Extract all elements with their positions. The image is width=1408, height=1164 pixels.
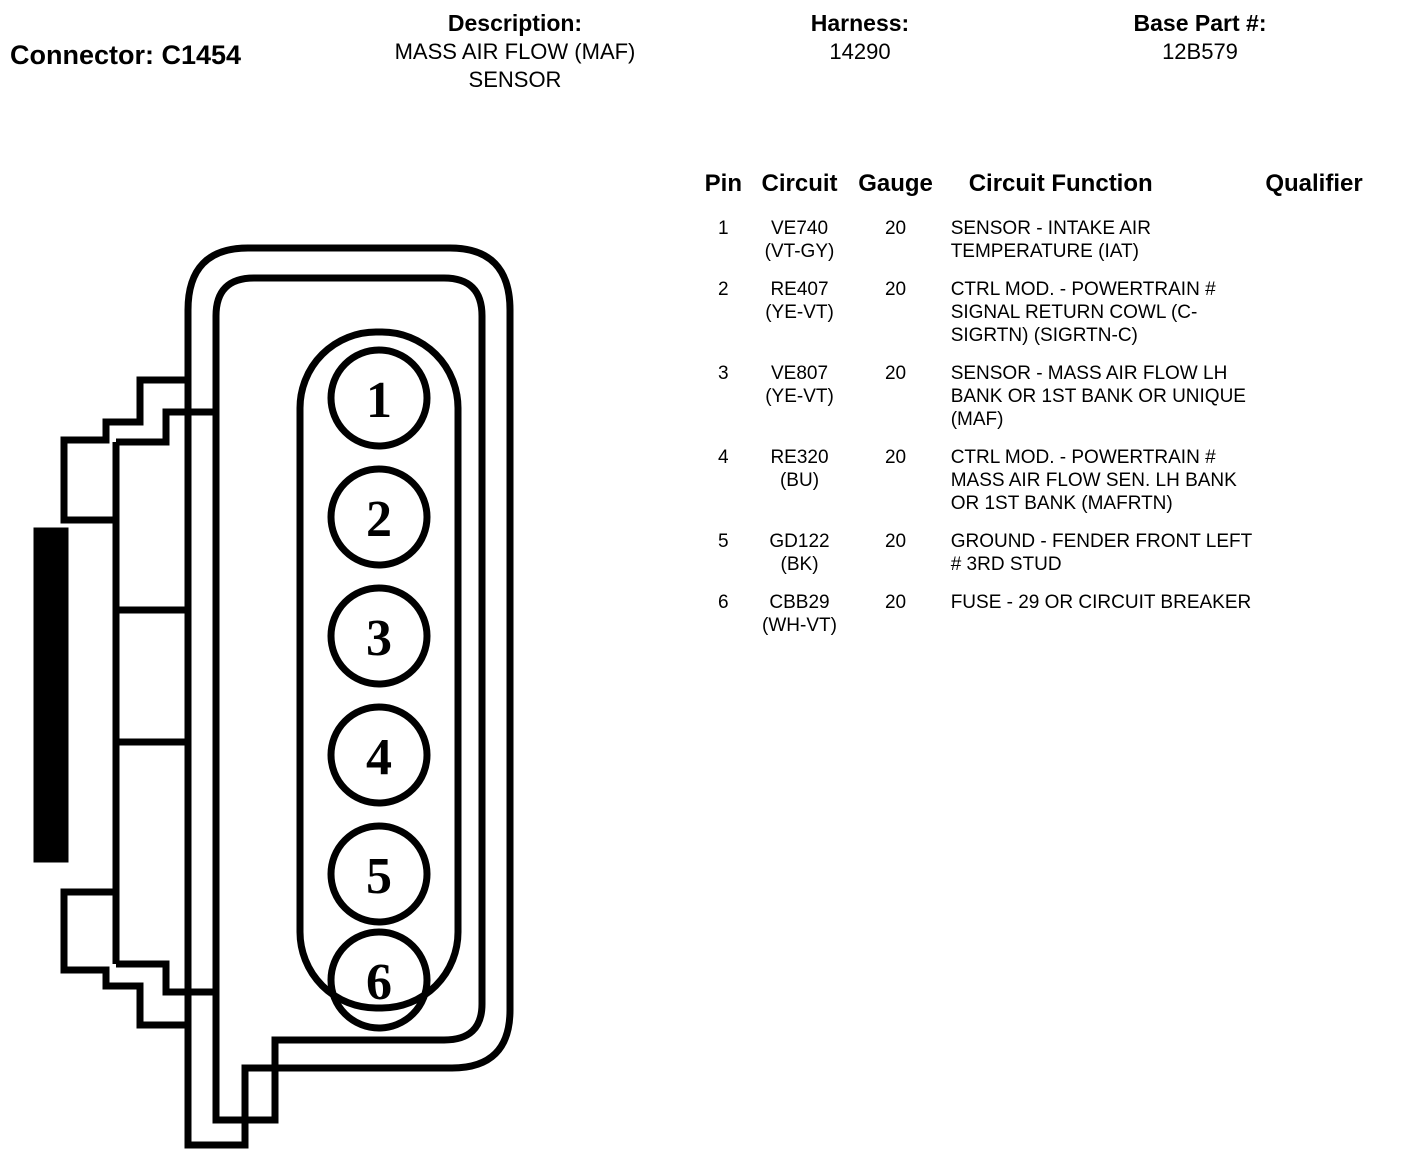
description-block: [350, 8, 680, 94]
cell-gauge: 20: [884, 447, 907, 468]
cell-pin: 1: [718, 218, 729, 239]
pin-cavity-outline: [300, 332, 458, 1008]
cell-gauge: 20: [884, 592, 907, 613]
cell-circuit: [747, 212, 853, 273]
cell-pin: 5: [718, 531, 729, 552]
circuit-color-code: (VT-GY): [764, 241, 835, 262]
cell-gauge: 20: [884, 531, 907, 552]
cell-pin: 6: [718, 592, 729, 613]
pin-circle-label-2: 2: [366, 491, 392, 548]
column-header-function: Circuit Function: [968, 170, 1153, 197]
circuit-color-code: (WH-VT): [762, 615, 837, 636]
cell-qualifier: [1255, 357, 1400, 441]
cell-circuit-function: CTRL MOD. - POWERTRAIN # SIGNAL RETURN COWL (C-SIGRTN) (SIGRTN-C): [950, 279, 1216, 346]
description-value: MASS AIR FLOW (MAF) SENSOR: [394, 39, 636, 92]
column-header-pin: Pin: [704, 170, 742, 197]
circuit-id: VE807: [770, 363, 829, 384]
base-part-label: Base Part #:: [1133, 10, 1267, 36]
cell-circuit-function: CTRL MOD. - POWERTRAIN # MASS AIR FLOW SEN. LH BANK OR 1ST BANK (MAFRTN): [950, 447, 1237, 514]
cell-gauge: 20: [884, 218, 907, 239]
pin-circle-label-4: 4: [366, 729, 392, 786]
cell-qualifier: [1255, 441, 1400, 525]
circuit-id: RE320: [770, 447, 829, 468]
connector-id-block: [10, 40, 350, 70]
cell-qualifier: [1255, 586, 1400, 647]
table-row: [700, 212, 1400, 273]
cell-circuit: [747, 357, 853, 441]
cell-circuit-function: SENSOR - MASS AIR FLOW LH BANK OR 1ST BANK OR UNIQUE (MAF): [950, 363, 1246, 430]
cell-circuit-function: SENSOR - INTAKE AIR TEMPERATURE (IAT): [950, 218, 1151, 262]
cell-qualifier: [1255, 212, 1400, 273]
cell-gauge: 20: [884, 279, 907, 300]
connector-inner-shell: [216, 278, 482, 1120]
connector-side-bar: [36, 530, 66, 860]
harness-block: [730, 8, 990, 66]
cell-qualifier: [1255, 525, 1400, 586]
circuit-id: GD122: [769, 531, 830, 552]
column-header-gauge: Gauge: [858, 170, 933, 197]
cell-circuit: [747, 525, 853, 586]
circuit-id: RE407: [770, 279, 829, 300]
cell-pin: 2: [718, 279, 729, 300]
connector-svg: [20, 180, 690, 1150]
column-header-circuit: Circuit: [761, 170, 838, 197]
cell-pin: 4: [718, 447, 729, 468]
description-label: Description:: [447, 10, 583, 36]
circuit-color-code: (YE-VT): [765, 302, 834, 323]
connector-illustration: [20, 180, 690, 1150]
column-header-qualifier: Qualifier: [1265, 170, 1363, 197]
connector-outer-shell: [188, 248, 510, 1145]
connector-keyway: [116, 610, 188, 742]
connector-latch-ledge: [116, 412, 216, 442]
connector-label: Connector:: [10, 40, 162, 70]
table-row: [700, 273, 1400, 357]
base-part-block: [1060, 8, 1340, 66]
pin-circle-label-3: 3: [366, 610, 392, 667]
harness-value: 14290: [829, 39, 891, 64]
connector-left-latch: [64, 380, 188, 1025]
cell-circuit: [747, 441, 853, 525]
table-row: [700, 357, 1400, 441]
connector-value: C1454: [161, 40, 242, 70]
cell-pin: 3: [718, 363, 729, 384]
base-part-value: 12B579: [1162, 39, 1238, 64]
table-row: [700, 586, 1400, 647]
pin-table: [700, 170, 1400, 647]
pin-table-body: [700, 212, 1400, 647]
circuit-id: VE740: [770, 218, 829, 239]
cell-circuit: [747, 273, 853, 357]
circuit-color-code: (BU): [779, 470, 820, 491]
circuit-color-code: (BK): [780, 554, 819, 575]
pin-circle-label-5: 5: [366, 848, 392, 905]
table-row: [700, 525, 1400, 586]
harness-label: Harness:: [810, 10, 910, 36]
diagram-header: [0, 0, 1408, 120]
circuit-color-code: (YE-VT): [765, 386, 834, 407]
table-row: [700, 441, 1400, 525]
table-header-row: [700, 170, 1400, 212]
pin-circle-label-6: 6: [366, 954, 392, 1011]
circuit-id: CBB29: [769, 592, 830, 613]
pin-circle-label-1: 1: [366, 372, 392, 429]
cell-circuit-function: GROUND - FENDER FRONT LEFT # 3RD STUD: [950, 531, 1252, 575]
cell-qualifier: [1255, 273, 1400, 357]
cell-gauge: 20: [884, 363, 907, 384]
cell-circuit-function: FUSE - 29 OR CIRCUIT BREAKER: [950, 592, 1252, 613]
cell-circuit: [747, 586, 853, 647]
